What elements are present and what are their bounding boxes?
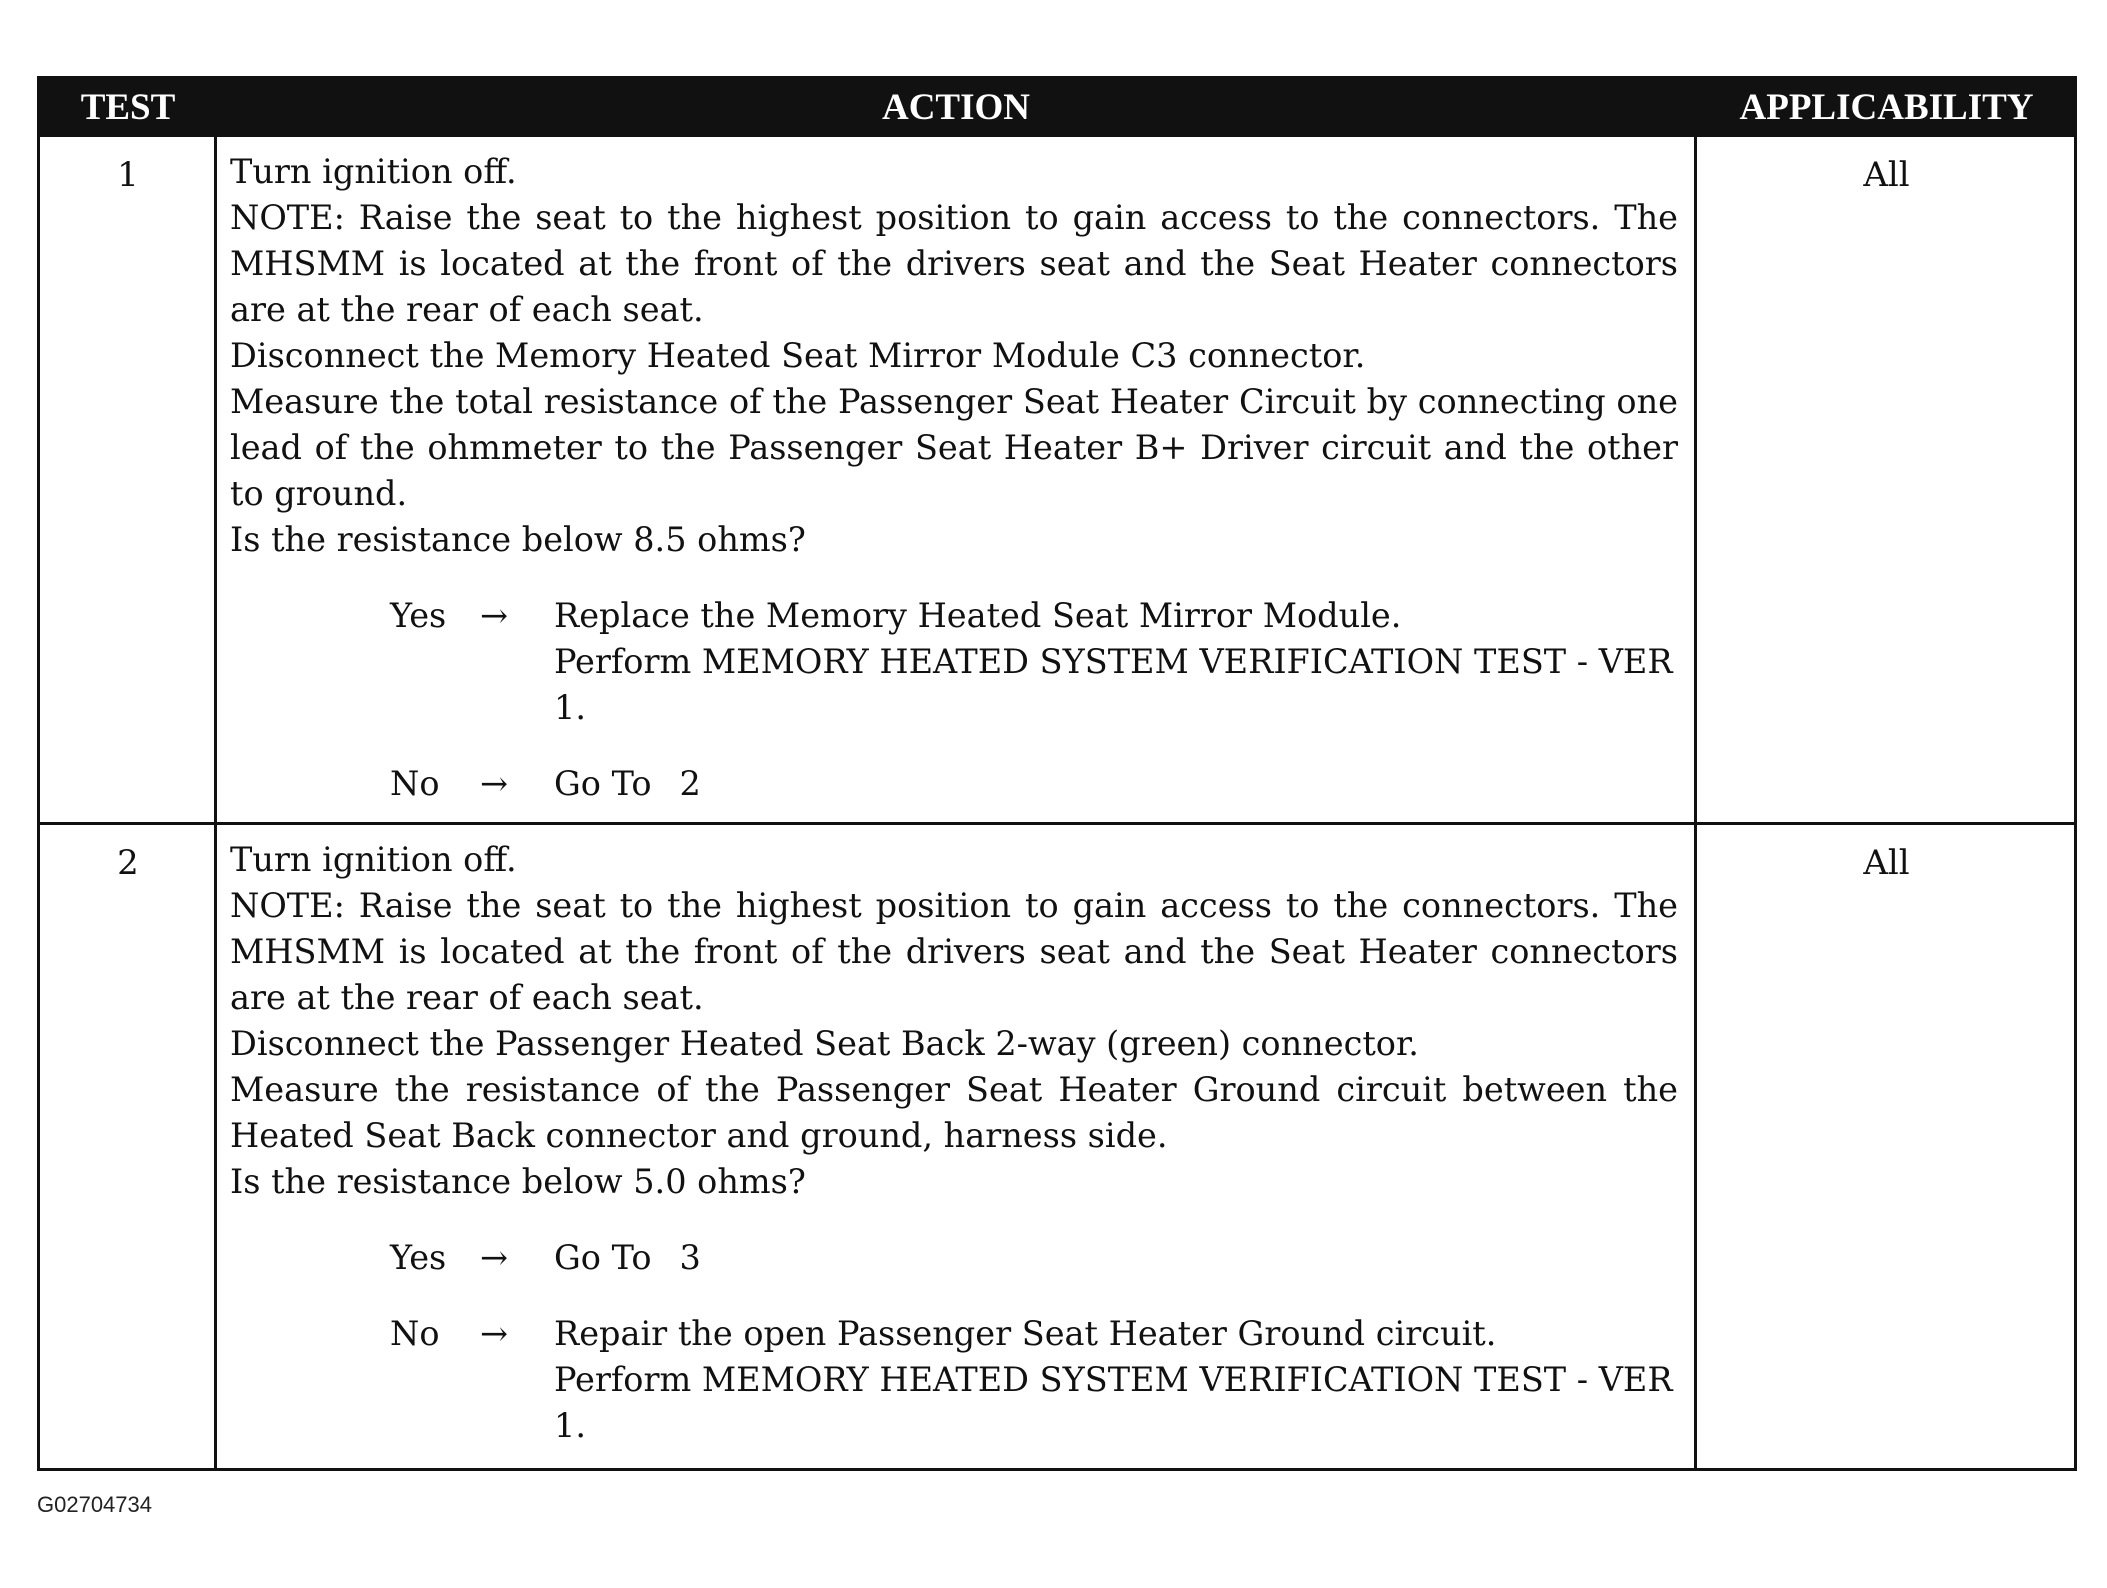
action-step: Disconnect the Passenger Heated Seat Back 2-way (green) connector. bbox=[230, 1024, 1419, 1063]
outcome-yes bbox=[390, 1235, 1678, 1281]
goto-link[interactable]: 2 bbox=[679, 764, 701, 803]
right-arrow-icon: → bbox=[480, 1314, 509, 1353]
right-arrow-icon: → bbox=[480, 596, 509, 635]
table-header bbox=[40, 79, 2074, 137]
action-cell bbox=[230, 149, 1678, 807]
outcome-yes bbox=[390, 593, 1678, 731]
header-test: TEST bbox=[80, 87, 176, 128]
action-question: Is the resistance below 8.5 ohms? bbox=[230, 520, 806, 559]
action-cell bbox=[230, 837, 1678, 1449]
outcome-no bbox=[390, 761, 1678, 807]
applicability-value: All bbox=[1863, 843, 1910, 883]
outcome-text bbox=[554, 593, 1678, 731]
outcome-label: No bbox=[390, 764, 440, 803]
action-step: Measure the resistance of the Passenger Seat Heater Ground circuit between the Heated Seat Back connector and ground, harness side. bbox=[230, 1070, 1678, 1155]
header-applicability: APPLICABILITY bbox=[1739, 87, 2034, 128]
action-step: Turn ignition off. bbox=[230, 152, 517, 191]
outcome-text bbox=[554, 761, 1678, 807]
outcome-no bbox=[390, 1311, 1678, 1449]
test-number: 1 bbox=[117, 155, 139, 195]
test-row-1 bbox=[40, 137, 2074, 822]
goto-label: Go To bbox=[554, 764, 652, 803]
outcome-label: Yes bbox=[390, 596, 447, 635]
action-note: NOTE: Raise the seat to the highest position to gain access to the connectors. The MHSMM is located at the front of the drivers seat and the Seat Heater connectors are at the rear of each seat. bbox=[230, 198, 1678, 329]
outcome-text bbox=[554, 1311, 1678, 1449]
right-arrow-icon: → bbox=[480, 764, 509, 803]
outcome-line: Perform MEMORY HEATED SYSTEM VERIFICATION TEST - VER 1. bbox=[554, 642, 1673, 727]
outcome-text bbox=[554, 1235, 1678, 1281]
action-step: Measure the total resistance of the Passenger Seat Heater Circuit by connecting one lead of the ohmmeter to the Passenger Seat Heater B+ Driver circuit and the other to ground. bbox=[230, 382, 1678, 513]
action-question: Is the resistance below 5.0 ohms? bbox=[230, 1162, 806, 1201]
outcome-line: Perform MEMORY HEATED SYSTEM VERIFICATION TEST - VER 1. bbox=[554, 1360, 1673, 1445]
goto-label: Go To bbox=[554, 1238, 652, 1277]
outcome-label: No bbox=[390, 1314, 440, 1353]
action-note: NOTE: Raise the seat to the highest position to gain access to the connectors. The MHSMM is located at the front of the drivers seat and the Seat Heater connectors are at the rear of each seat. bbox=[230, 886, 1678, 1017]
diagnostic-test-table bbox=[37, 76, 2077, 1471]
outcome-line: Repair the open Passenger Seat Heater Ground circuit. bbox=[554, 1314, 1497, 1353]
right-arrow-icon: → bbox=[480, 1238, 509, 1277]
action-step: Turn ignition off. bbox=[230, 840, 517, 879]
goto-link[interactable]: 3 bbox=[679, 1238, 701, 1277]
applicability-value: All bbox=[1863, 155, 1910, 195]
header-action: ACTION bbox=[881, 87, 1031, 128]
outcome-line: Replace the Memory Heated Seat Mirror Module. bbox=[554, 596, 1402, 635]
action-step: Disconnect the Memory Heated Seat Mirror Module C3 connector. bbox=[230, 336, 1366, 375]
test-number: 2 bbox=[117, 843, 139, 883]
test-row-2 bbox=[40, 825, 2074, 1468]
figure-id: G02704734 bbox=[37, 1492, 152, 1517]
outcome-label: Yes bbox=[390, 1238, 447, 1277]
